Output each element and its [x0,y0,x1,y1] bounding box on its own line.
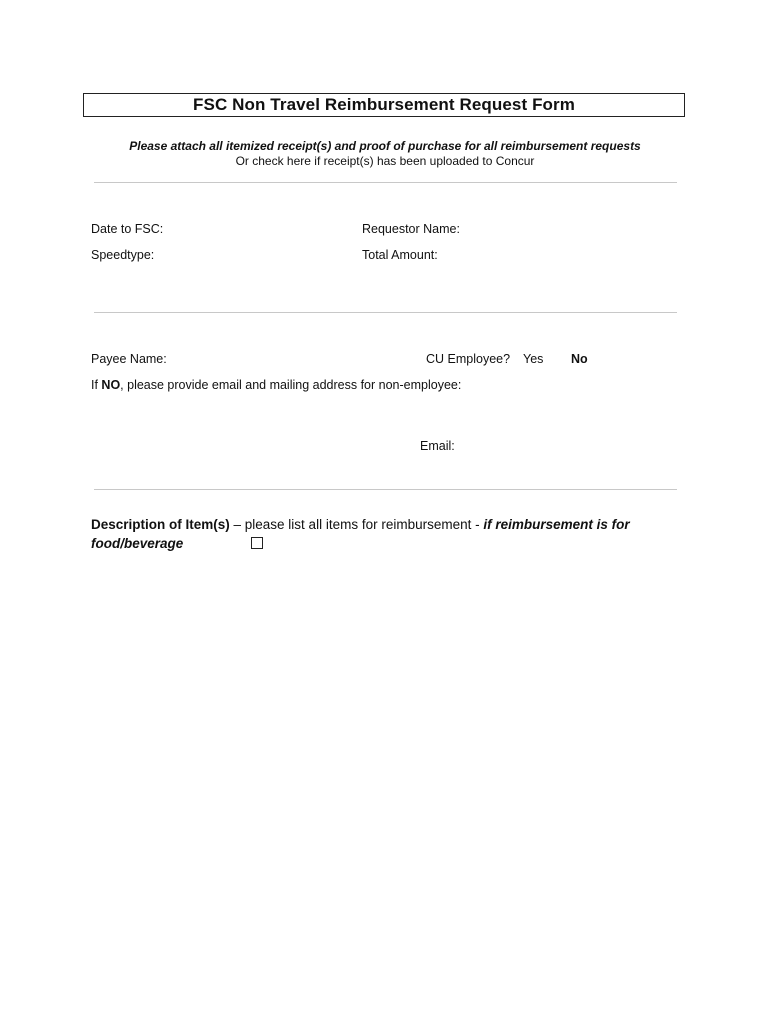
description-bold: Description of Item(s) [91,517,230,532]
divider [94,489,677,490]
payee-name-label: Payee Name: [91,352,167,366]
non-employee-instruction [91,378,461,392]
total-amount-label: Total Amount: [362,248,438,262]
food-beverage-checkbox[interactable] [251,537,263,549]
yes-option[interactable]: Yes [523,352,544,366]
email-label: Email: [420,439,455,453]
date-to-fsc-label: Date to FSC: [91,222,164,236]
cu-employee-label: CU Employee? [426,352,511,366]
divider [94,182,677,183]
if-rest: , please provide email and mailing address for non-employee: [120,378,462,392]
speedtype-label: Speedtype: [91,248,155,262]
description-text: – please list all items for reimbursement - [229,517,484,532]
divider [94,312,677,313]
if-prefix: If [91,378,102,392]
no-option[interactable]: No [571,352,588,366]
form-title: FSC Non Travel Reimbursement Request Form [193,95,575,114]
if-no-emphasis: NO [101,378,121,392]
receipt-instruction: Please attach all itemized receipt(s) and proof of purchase for all reimbursement requests [129,139,641,153]
title-box [83,93,685,117]
description-italic: if reimbursement is for food/beverage [91,517,630,551]
requestor-name-label: Requestor Name: [362,222,460,236]
concur-upload-note: Or check here if receipt(s) has been uploaded to Concur [235,154,535,168]
description-heading [91,515,651,553]
